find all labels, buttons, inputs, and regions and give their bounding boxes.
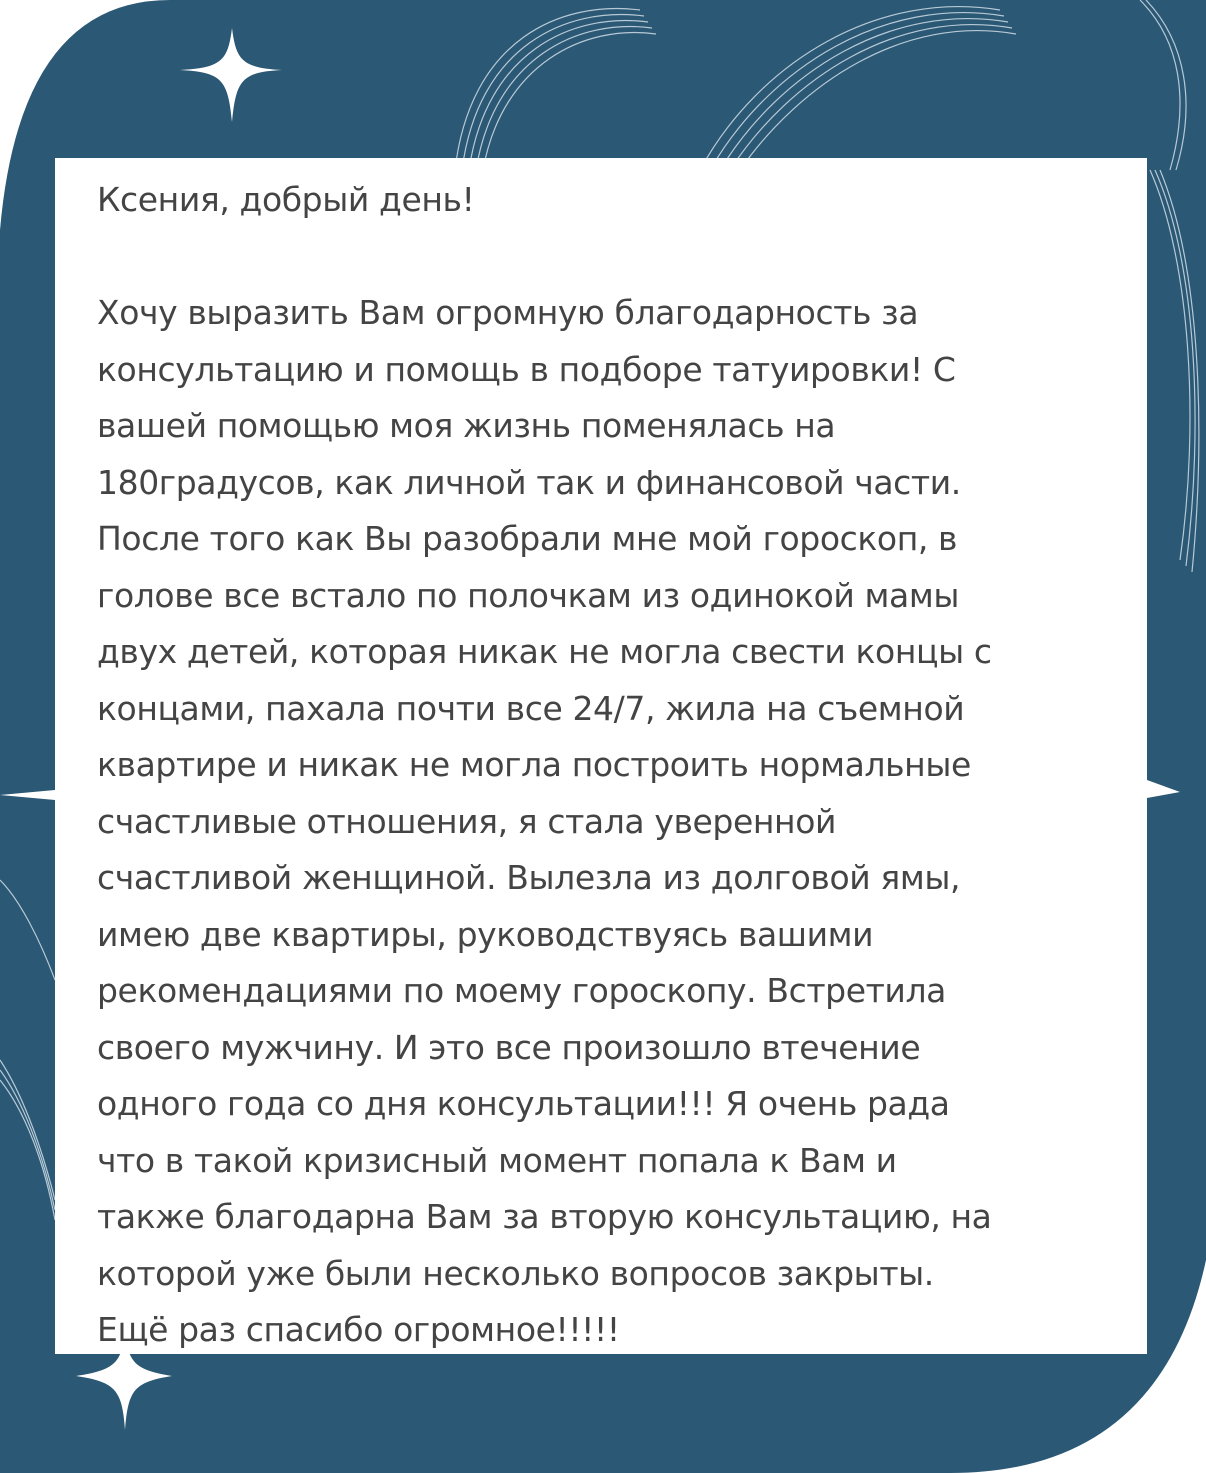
review-line: 180градусов, как личной так и финансовой части. <box>97 462 961 502</box>
review-line: одного года со дня консультации!!! Я очень рада <box>97 1084 950 1123</box>
review-line: концами, пахала почти все 24/7, жила на съемной <box>97 688 965 728</box>
greeting-text: Ксения, добрый день! <box>97 180 475 219</box>
review-line: После того как Вы разобрали мне мой гороскоп, в <box>97 519 958 558</box>
review-line: Ещё раз спасибо огромное!!!!! <box>97 1310 620 1349</box>
review-line: двух детей, которая никак не могла свести концы с <box>97 632 992 671</box>
review-line: своего мужчину. И это все произошло втечение <box>97 1027 921 1067</box>
review-line: счастливой женщиной. Вылезла из долговой ямы, <box>97 858 961 897</box>
review-line: квартире и никак не могла построить нормальные <box>97 745 971 784</box>
review-line: рекомендациями по моему гороскопу. Встретила <box>97 971 946 1010</box>
review-line: вашей помощью моя жизнь поменялась на <box>97 406 836 445</box>
review-card <box>55 158 1147 1354</box>
review-line: также благодарна Вам за вторую консультацию, на <box>97 1197 992 1236</box>
review-line: имею две квартиры, руководствуясь вашими <box>97 914 874 954</box>
review-line: консультацию и помощь в подборе татуировки! С <box>97 349 956 389</box>
review-line: что в такой кризисный момент попала к Вам и <box>97 1140 897 1180</box>
paragraph-spacer <box>97 229 1117 286</box>
review-line: которой уже были несколько вопросов закрыты. <box>97 1253 934 1293</box>
review-line: голове все встало по полочкам из одинокой мамы <box>97 575 960 615</box>
review-line: счастливые отношения, я стала уверенной <box>97 801 837 841</box>
review-line: Хочу выразить Вам огромную благодарность за <box>97 293 919 332</box>
